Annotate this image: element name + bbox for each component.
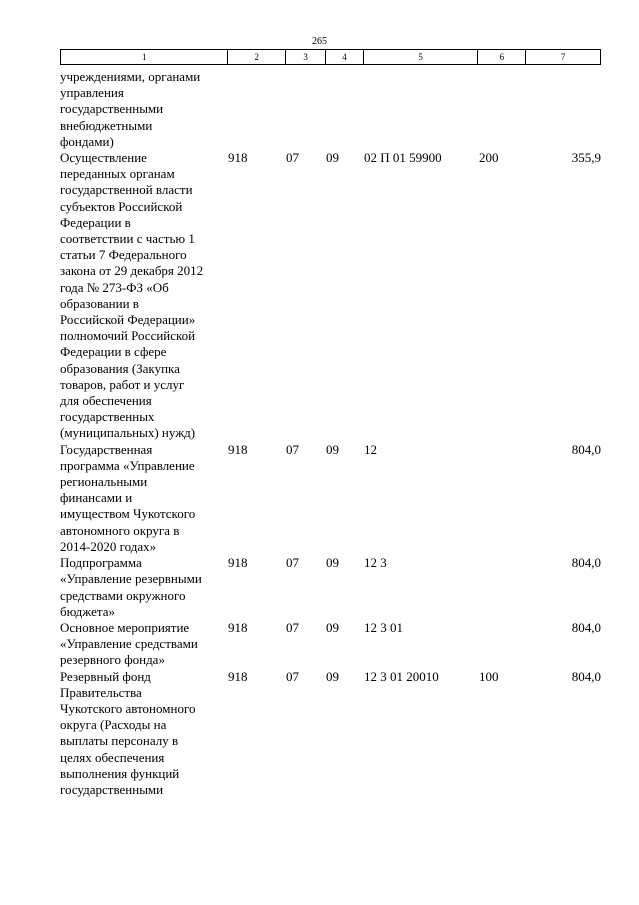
row-code-target: 02 П 01 59900 [364,150,442,166]
table-row [60,620,601,669]
row-code-subsection: 09 [326,441,339,457]
row-code-target: 12 3 01 20010 [364,668,439,684]
description-line: бюджета» [60,603,115,619]
row-code-expense-type: 100 [479,668,499,684]
table-row [60,150,601,442]
row-code-admin: 918 [228,441,248,457]
row-code-target: 12 [364,441,377,457]
description-line: 2014-2020 годах» [60,538,157,554]
description-line: Подпрограмма [60,555,142,571]
description-line: государственными [60,101,164,117]
description-line: финансами и [60,490,133,506]
description-line: Резервный фонд [60,668,151,684]
row-code-subsection: 09 [326,619,339,635]
table-header [60,49,601,65]
row-description [60,69,228,150]
row-code-expense-type [479,555,527,620]
description-line: Осуществление [60,150,147,166]
row-code-expense-type [479,620,527,669]
table-row [60,442,601,555]
description-line: Российской Федерации» [60,312,196,328]
description-line: соответствии с частью 1 [60,231,195,247]
table-body [60,69,601,798]
description-line: программа «Управление [60,457,195,473]
description-line: «Управление средствами [60,636,198,652]
description-line: фондами) [60,133,114,149]
table-row [60,69,601,150]
description-line: целях обеспечения [60,749,165,765]
description-line: Государственная [60,441,153,457]
description-line: для обеспечения [60,393,152,409]
row-code-admin: 918 [228,619,248,635]
row-code-admin [228,69,286,150]
description-line: Федерации в сфере [60,344,167,360]
description-line: учреждениями, органами [60,69,201,84]
row-code-admin: 918 [228,150,248,166]
row-description [60,620,228,669]
description-line: закона от 29 декабря 2012 [60,263,204,279]
header-col-7: 7 [560,52,566,62]
description-line: Федерации в [60,214,131,230]
description-line: «Управление резервными [60,571,202,587]
description-line: автономного округа в [60,522,180,538]
description-line: управления [60,85,124,101]
description-line: года № 273-ФЗ «Об [60,279,169,295]
description-line: резервного фонда» [60,652,165,668]
description-line: субъектов Российской [60,198,183,214]
table-row [60,555,601,620]
row-code-target: 12 3 [364,555,387,571]
row-code-subsection: 09 [326,555,339,571]
description-line: региональными [60,474,148,490]
description-line: имуществом Чукотского [60,506,196,522]
row-description [60,555,228,620]
header-col-3: 3 [286,50,326,64]
row-description [60,150,228,442]
description-line: Основное мероприятие [60,619,190,635]
description-line: товаров, работ и услуг [60,376,185,392]
row-amount: 355,9 [571,150,601,166]
row-code-target: 12 3 01 [364,619,403,635]
row-amount: 804,0 [571,441,601,457]
description-line: статьи 7 Федерального [60,247,187,263]
description-line: выполнения функций [60,765,180,781]
row-code-target [364,69,479,150]
description-line: переданных органам [60,166,175,182]
row-amount: 804,0 [571,619,601,635]
row-code-section: 07 [286,668,299,684]
description-line: выплаты персоналу в [60,733,179,749]
page-number: 265 [312,36,327,47]
row-code-subsection: 09 [326,668,339,684]
header-col-5: 5 [364,50,479,64]
row-code-admin: 918 [228,668,248,684]
description-line: (муниципальных) нужд) [60,425,196,441]
row-amount: 804,0 [571,668,601,684]
description-line: округа (Расходы на [60,717,167,733]
description-line: государственной власти [60,182,193,198]
row-description [60,442,228,555]
description-line: Правительства [60,684,142,700]
row-code-subsection: 09 [326,150,339,166]
table-row [60,669,601,799]
description-line: средствами окружного [60,587,186,603]
row-code-section: 07 [286,441,299,457]
row-code-subsection [326,69,364,150]
row-code-expense-type: 200 [479,150,499,166]
header-col-4: 4 [326,50,364,64]
header-col-6: 6 [478,50,526,64]
row-code-expense-type [479,69,527,150]
header-col-1: 1 [61,50,228,64]
description-line: внебюджетными [60,117,153,133]
row-code-section: 07 [286,619,299,635]
row-amount [527,69,601,150]
row-code-section [286,69,326,150]
row-amount: 804,0 [571,555,601,571]
header-col-2: 2 [228,50,286,64]
description-line: государственными [60,781,164,797]
description-line: полномочий Российской [60,328,196,344]
description-line: государственных [60,409,155,425]
row-code-expense-type [479,442,527,555]
description-line: Чукотского автономного [60,700,196,716]
description-line: образовании в [60,295,139,311]
row-code-section: 07 [286,150,299,166]
row-code-admin: 918 [228,555,248,571]
row-description [60,669,228,799]
row-code-section: 07 [286,555,299,571]
description-line: образования (Закупка [60,360,180,376]
